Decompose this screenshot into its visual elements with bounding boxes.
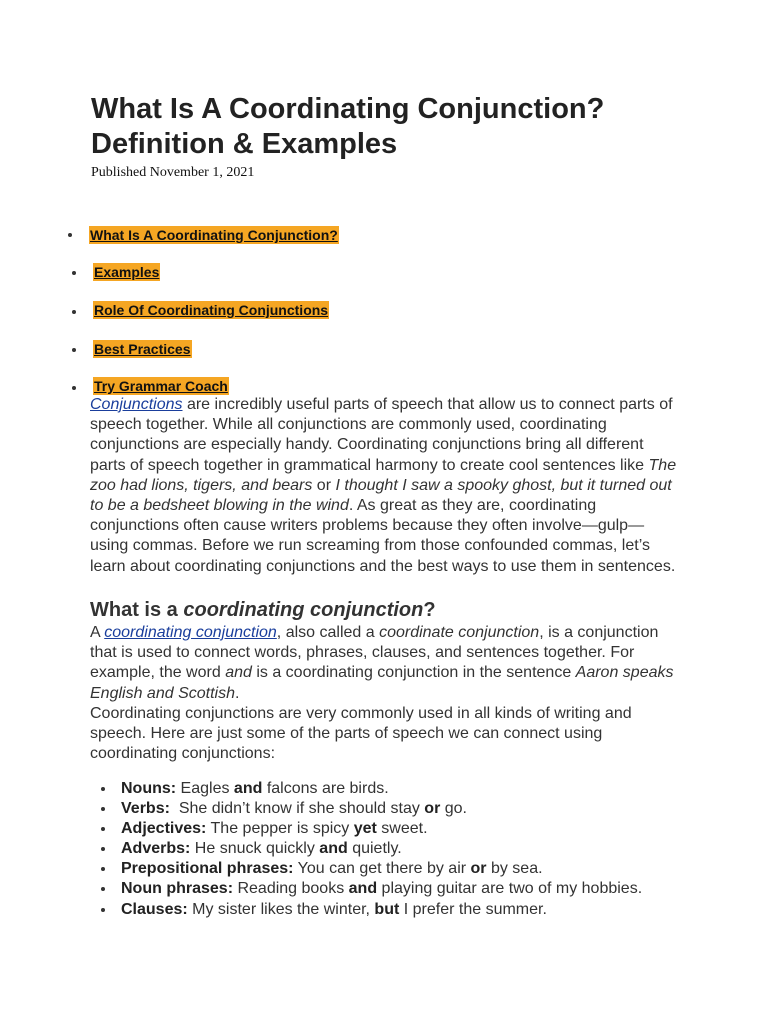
toc-link-grammar-coach[interactable]: Try Grammar Coach [94,378,228,394]
toc-link-role[interactable]: Role Of Coordinating Conjunctions [94,302,329,318]
bullet-icon [72,386,76,390]
coordinating-conjunction-link[interactable]: coordinating conjunction [104,624,277,641]
bullet-icon [72,348,76,352]
list-item: Clauses: My sister likes the winter, but I prefer the summer. [121,900,547,920]
list-item: Nouns: Eagles and falcons are birds. [121,779,389,799]
published-date: Published November 1, 2021 [91,165,255,180]
article-title [91,92,691,162]
bullet-icon [101,827,105,831]
bullet-icon [101,847,105,851]
conjunctions-link[interactable]: Conjunctions [90,396,183,413]
usage-paragraph: Coordinating conjunctions are very commonly used in all kinds of writing and speech. Here are just some of the parts of speech we can connect using coordinating conjunctions: [90,705,632,763]
toc-link-best-practices[interactable]: Best Practices [94,341,191,357]
list-item: Adjectives: The pepper is spicy yet sweet. [121,819,428,839]
bullet-icon [72,310,76,314]
bullet-icon [72,271,76,275]
bullet-icon [101,787,105,791]
bullet-icon [68,233,72,237]
bullet-icon [101,867,105,871]
title-line-2: Definition & Examples [91,128,398,160]
bullet-icon [101,908,105,912]
definition-paragraph: A coordinating conjunction, also called a coordinate conjunction, is a conjunction that is used to connect words, phrases, clauses, and sentences together. For example, the word and is a coordinating conjunction in the sentence Aaron speaks English and Scottish. [90,624,674,702]
list-item: Noun phrases: Reading books and playing guitar are two of my hobbies. [121,879,642,899]
list-item: Verbs: She didn’t know if she should stay or go. [121,799,467,819]
bullet-icon [101,807,105,811]
list-item: Prepositional phrases: You can get there by air or by sea. [121,859,543,879]
section-heading: What is a coordinating conjunction? [90,599,436,621]
toc-link-examples[interactable]: Examples [94,264,160,280]
toc-link-what-is[interactable]: What Is A Coordinating Conjunction? [90,227,338,243]
list-item: Adverbs: He snuck quickly and quietly. [121,839,402,859]
title-line-1: What Is A Coordinating Conjunction? [91,93,605,125]
bullet-icon [101,887,105,891]
intro-paragraph: Conjunctions are incredibly useful parts of speech that allow us to connect parts of speech together. While all conjunctions are commonly used, coordinating conjunctions are especially handy. Coordinating conjunctions bring all different parts of speech together in grammatical harmony to create cool sentences like The zoo had lions, tigers, and bears or I thought I saw a spooky ghost, but it turned out to be a bedsheet blowing in the wind. As great as they are, coordinating conjunctions often cause writers problems because they often involve—gulp—using commas. Before we run screaming from those confounded commas, let’s learn about coordinating conjunctions and the best ways to use them in sentences. [90,396,677,575]
